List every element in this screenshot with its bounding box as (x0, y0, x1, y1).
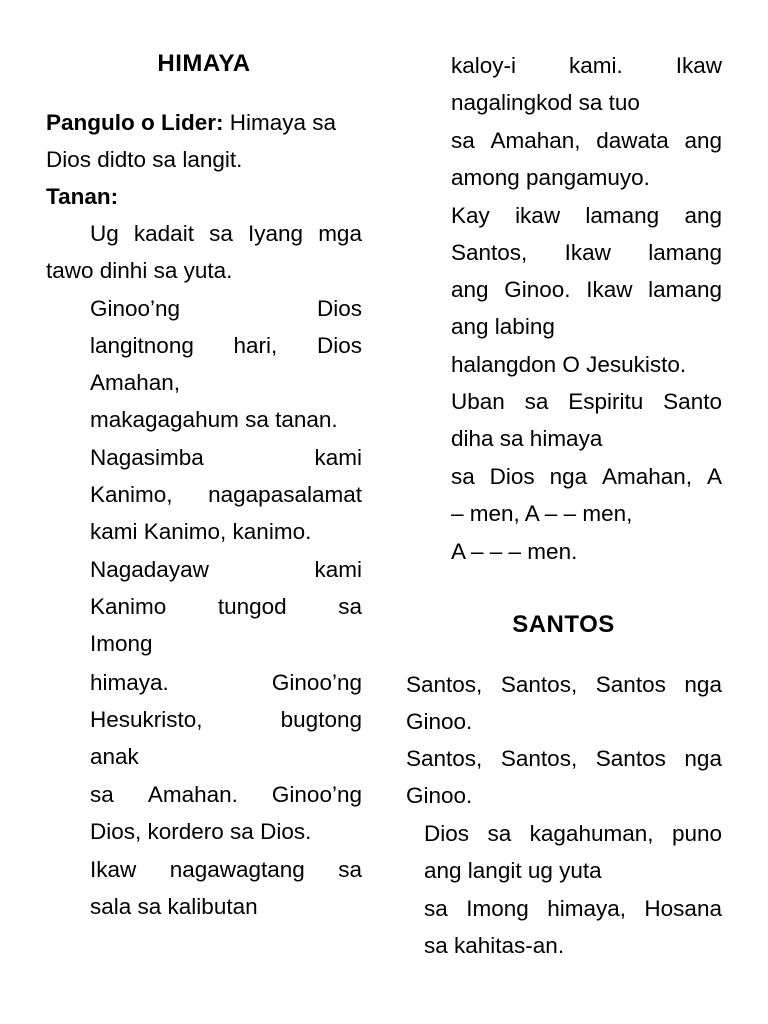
word: kadait (133, 221, 194, 246)
word: kami (314, 445, 362, 470)
word: nga (684, 746, 722, 771)
text-line: Amahan, (90, 370, 181, 395)
text-line (451, 47, 722, 84)
word: Ikaw (675, 53, 722, 78)
text-line (451, 458, 722, 495)
word: Santos (595, 672, 666, 697)
text-line (451, 383, 722, 420)
text-line: halangdon O Jesukisto. (451, 352, 687, 377)
word: Dios (489, 464, 535, 489)
word: kami (314, 557, 362, 582)
text-line: Imong (90, 631, 153, 656)
word: dawata (596, 128, 669, 153)
leader-text-1: Himaya sa (223, 110, 337, 135)
word: Imong (466, 896, 529, 921)
word: bugtong (280, 707, 362, 732)
word: Espiritu (568, 389, 644, 414)
word: sa (451, 464, 475, 489)
word: lamang (648, 240, 722, 265)
word: sa (209, 221, 233, 246)
word: Ikaw (564, 240, 611, 265)
word: sa (524, 389, 549, 414)
word: Santos, (451, 240, 528, 265)
word: Ginoo. (504, 277, 571, 302)
word: ikaw (515, 203, 561, 228)
word: Amahan. (147, 782, 238, 807)
text-line: kami Kanimo, kanimo. (90, 519, 312, 544)
text-line (46, 215, 362, 252)
leader-text-2: Dios didto sa langit. (46, 147, 243, 172)
text-line: – men, A – – men, (451, 501, 633, 526)
word: kami. (569, 53, 623, 78)
word: lamang (648, 277, 722, 302)
word: sa (338, 594, 362, 619)
word: tungod (217, 594, 287, 619)
text-line: tawo dinhi sa yuta. (46, 258, 233, 283)
text-line (90, 439, 362, 476)
word: Ginoo’ng (271, 670, 362, 695)
word: Nagadayaw (90, 557, 209, 582)
himaya-title: HIMAYA (157, 50, 251, 77)
word: Nagasimba (90, 445, 204, 470)
text-line (406, 740, 722, 777)
word: himaya. (90, 670, 169, 695)
word: lamang (585, 203, 660, 228)
word: sa (487, 821, 512, 846)
word: ang (684, 203, 722, 228)
word: Santos, (406, 672, 483, 697)
word: Uban (451, 389, 505, 414)
word: hari, (233, 333, 278, 358)
word: Santos, (500, 672, 578, 697)
leader-label: Pangulo o Lider: (46, 110, 224, 135)
word: ang (451, 277, 489, 302)
text-line: nagalingkod sa tuo (451, 90, 640, 115)
word: Santo (663, 389, 722, 414)
text-line (451, 271, 722, 308)
word: puno (671, 821, 722, 846)
text-line: anak (90, 744, 139, 769)
word: nagawagtang (169, 857, 305, 882)
text-line (90, 290, 362, 327)
text-line (90, 851, 362, 888)
text-line (424, 815, 722, 852)
word: kaloy-i (451, 53, 517, 78)
word: A (706, 464, 722, 489)
word: sa (338, 857, 362, 882)
word: Amahan, (490, 128, 581, 153)
word: kagahuman, (529, 821, 654, 846)
word: mga (318, 221, 362, 246)
word: Dios (424, 821, 470, 846)
text-line (90, 476, 362, 513)
all-label: Tanan: (46, 184, 119, 209)
text-line: sala sa kalibutan (90, 894, 258, 919)
word: Santos, (406, 746, 483, 771)
word: Iyang (248, 221, 304, 246)
word: Ginoo’ng (271, 782, 362, 807)
word: nga (684, 672, 722, 697)
text-line (451, 234, 722, 271)
word: Dios (316, 296, 362, 321)
text-line: Dios, kordero sa Dios. (90, 819, 312, 844)
word: langitnong (90, 333, 194, 358)
word: Santos (595, 746, 666, 771)
text-line (90, 551, 362, 588)
text-line: ang labing (451, 314, 555, 339)
text-line (406, 666, 722, 703)
text-line: diha sa himaya (451, 426, 603, 451)
word: sa (451, 128, 475, 153)
word: sa (424, 896, 448, 921)
text-line (424, 890, 722, 927)
word: Hosana (644, 896, 722, 921)
text-line: ang langit ug yuta (424, 858, 602, 883)
text-line: Ginoo. (406, 783, 473, 808)
text-line (451, 197, 722, 234)
word: Ug (90, 221, 119, 246)
word: Kanimo, (90, 482, 173, 507)
word: Ikaw (586, 277, 633, 302)
word: Amahan, (602, 464, 693, 489)
word: nga (549, 464, 588, 489)
word: Kay (451, 203, 490, 228)
text-line (90, 327, 362, 364)
word: sa (90, 782, 114, 807)
word: himaya, (547, 896, 626, 921)
word: Ikaw (90, 857, 137, 882)
text-line (90, 701, 362, 738)
text-line (90, 664, 362, 701)
santos-title: SANTOS (512, 611, 615, 638)
text-line: sa kahitas-an. (424, 933, 565, 958)
text-line: Ginoo. (406, 709, 473, 734)
word: Ginoo’ng (90, 296, 181, 321)
text-line (90, 588, 362, 625)
text-line: makagagahum sa tanan. (90, 407, 338, 432)
text-line (90, 776, 362, 813)
text-line (451, 122, 722, 159)
word: ang (684, 128, 722, 153)
leader-line (46, 104, 362, 141)
word: Kanimo (90, 594, 167, 619)
word: Dios (316, 333, 362, 358)
word: Hesukristo, (90, 707, 203, 732)
word: nagapasalamat (208, 482, 362, 507)
text-line: A – – – men. (451, 539, 578, 564)
word: Santos, (500, 746, 578, 771)
text-line: among pangamuyo. (451, 165, 650, 190)
